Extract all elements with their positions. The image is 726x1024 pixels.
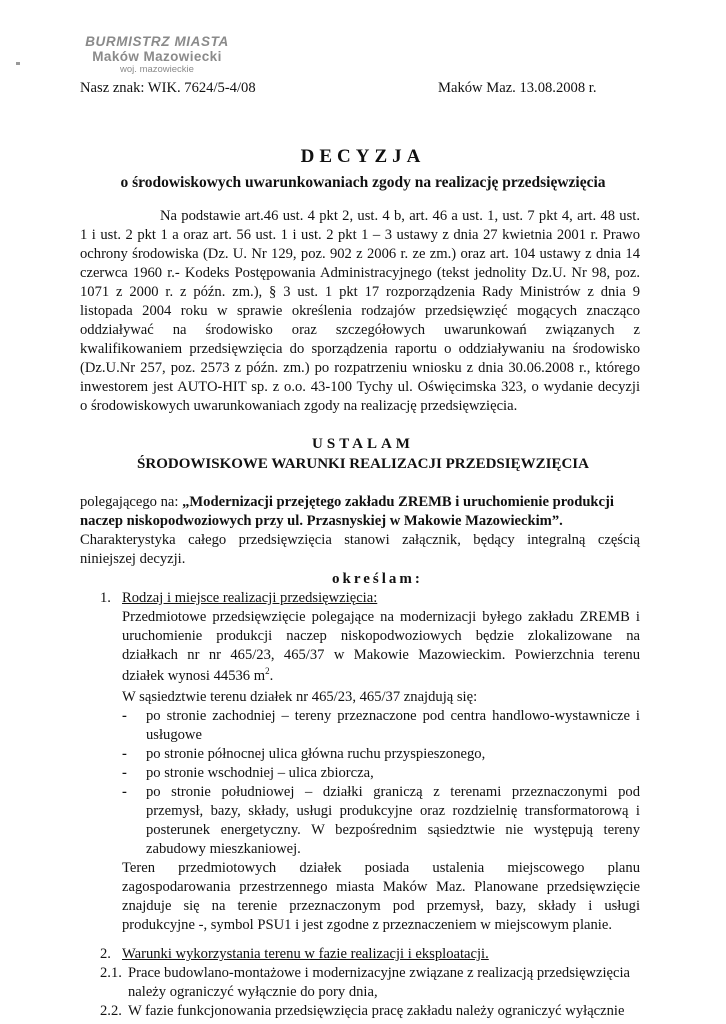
- legal-basis-line: kwalifikowaniem przedsięwzięcia do sporządzenia raportu o oddziaływaniu na środowisko: [80, 341, 640, 357]
- item-text: W fazie funkcjonowania przedsięwzięcia pracę zakładu należy ograniczyć wyłącznie: [128, 1003, 625, 1019]
- legal-basis-line: Na podstawie art.46 ust. 4 pkt 2, ust. 4 b, art. 46 a ust. 1, ust. 7 pkt 4, art. 48 ust.: [160, 208, 640, 224]
- legal-basis-line: 1071 z 2000 r. z późn. zm.), § 3 ust. 1 pkt 17 rozporządzenia Rady Ministrów z dnia 9: [80, 284, 640, 300]
- bullet-text: usługowe: [146, 727, 202, 743]
- project-characteristics: Charakterystyka całego przedsięwzięcia stanowi załącznik, będący integralną częścią: [80, 532, 640, 548]
- stamp-voivodeship: woj. mazowieckie: [120, 64, 194, 75]
- section-1-text: Przedmiotowe przedsięwzięcie polegające na modernizacji byłego zakładu ZREMB i: [122, 609, 640, 625]
- section-1-text: działkach nr nr 465/23, 465/37 w Makowie Mazowieckim. Powierzchnia terenu: [122, 647, 640, 663]
- section-1-plan-text: Teren przedmiotowych działek posiada ustalenia miejscowego planu: [122, 860, 640, 876]
- ustalam-heading: USTALAM: [312, 436, 414, 452]
- section-1-plan-text: produkcyjne -, symbol PSU1 i jest zgodne z przeznaczeniem w miejscowym planie.: [122, 917, 612, 933]
- plot-area-unit-exponent: 2: [265, 666, 270, 676]
- project-line-1: [80, 494, 614, 511]
- bullet-marker: -: [122, 746, 127, 762]
- section-2-heading: Warunki wykorzystania terenu w fazie realizacji i eksploatacji.: [122, 946, 489, 962]
- reference-number: Nasz znak: WIK. 7624/5-4/08: [80, 80, 256, 96]
- bullet-marker: -: [122, 708, 127, 724]
- plot-area-text: działek wynosi 44536 m: [122, 667, 266, 684]
- bullet-text: zabudowy mieszkaniowej.: [146, 841, 301, 857]
- bullet-text: po stronie zachodniej – tereny przeznaczone pod centra handlowo-wystawnicze i: [146, 708, 640, 724]
- item-number: 2.1.: [100, 965, 122, 981]
- bullet-marker: -: [122, 765, 127, 781]
- legal-basis-line: ochrony środowiska (Dz. U. Nr 129, poz. 902 z 2006 r. ze zm.) oraz art. 104 ustawy z dnia 14: [80, 246, 640, 262]
- bullet-text: po stronie północnej ulica główna ruchu przyspieszonego,: [146, 746, 486, 762]
- legal-basis-line: o środowiskowych uwarunkowaniach zgody na realizację przedsięwzięcia.: [80, 398, 518, 414]
- section-1-number: 1.: [100, 590, 111, 606]
- item-text: Prace budowlano-montażowe i modernizacyjne związane z realizacją przedsięwzięcia: [128, 965, 630, 981]
- project-intro: polegającego na:: [80, 494, 183, 510]
- legal-basis-line: oddziaływać na środowisko oraz szczegółowych uwarunkowań związanych z: [80, 322, 640, 338]
- ustalam-subheading: ŚRODOWISKOWE WARUNKI REALIZACJI PRZEDSIĘWZIĘCIA: [137, 456, 589, 472]
- section-1-text: uruchomienie produkcji naczep niskopodwoziowych będzie zlokalizowane na: [122, 628, 640, 644]
- stamp-title: BURMISTRZ MIASTA: [85, 34, 229, 49]
- okreslam-heading: określam:: [332, 571, 423, 587]
- plot-area-end: .: [269, 667, 274, 684]
- project-characteristics-end: niniejszej decyzji.: [80, 551, 186, 567]
- project-name-part-2: naczep niskopodwoziowych przy ul. Przasnyskiej w Makowie Mazowieckim”.: [80, 513, 563, 529]
- legal-basis-line: (Dz.U.Nr 257, poz. 2573 z późn. zm.) po rozpatrzeniu wniosku z dnia 30.06.2008 r., którego: [80, 360, 640, 376]
- decision-title: DECYZJA: [300, 146, 426, 167]
- bullet-text: po stronie wschodniej – ulica zbiorcza,: [146, 765, 374, 781]
- section-1-plan-text: zagospodarowania przestrzennego miasta Maków Maz. Planowane przedsięwzięcie: [122, 879, 640, 895]
- bullet-text: po stronie południowej – działki graniczą z terenami przeznaczonymi pod: [146, 784, 640, 800]
- neighborhood-intro: W sąsiedztwie terenu działek nr 465/23, 465/37 znajdują się:: [122, 689, 478, 705]
- project-name-part-1: „Modernizacji przejętego zakładu ZREMB i uruchomienie produkcji: [182, 494, 614, 510]
- section-1-heading: Rodzaj i miejsce realizacji przedsięwzięcia:: [122, 590, 378, 606]
- legal-basis-line: listopada 2004 roku w sprawie określenia rodzajów przedsięwzięć mogących znacząco: [80, 303, 640, 319]
- place-date: Maków Maz. 13.08.2008 r.: [438, 80, 597, 96]
- bullet-text: przemysł, bazy, składy, usługi produkcyjne oraz rozdzielnię transformatorową i: [146, 803, 640, 819]
- plot-area: [122, 666, 273, 685]
- scan-mark: [16, 62, 20, 65]
- decision-subtitle: o środowiskowych uwarunkowaniach zgody na realizację przedsięwzięcia: [120, 174, 606, 191]
- section-2-number: 2.: [100, 946, 111, 962]
- mayor-stamp: [62, 34, 252, 75]
- legal-basis-line: czerwca 1960 r.- Kodeks Postępowania Administracyjnego (tekst jednolity Dz.U. Nr 98, poz.: [80, 265, 640, 281]
- section-1-plan-text: znajduje się na terenie przeznaczonym pod przemysł, bazy, składy i usługi: [122, 898, 640, 914]
- stamp-city: Maków Mazowiecki: [92, 49, 222, 64]
- item-text: należy ograniczyć wyłącznie do pory dnia,: [128, 984, 378, 1000]
- item-number: 2.2.: [100, 1003, 122, 1019]
- legal-basis-line: inwestorem jest AUTO-HIT sp. z o.o. 43-100 Tychy ul. Oświęcimska 323, o wydanie decyzji: [80, 379, 640, 395]
- bullet-marker: -: [122, 784, 127, 800]
- bullet-text: posterunek energetyczny. W bezpośrednim sąsiedztwie nie występują tereny: [146, 822, 640, 838]
- legal-basis-line: 1 i ust. 2 pkt 1 a oraz art. 56 ust. 1 i ust. 2 pkt 1 – 3 ustawy z dnia 27 kwietnia 2001 r. Prawo: [80, 227, 640, 243]
